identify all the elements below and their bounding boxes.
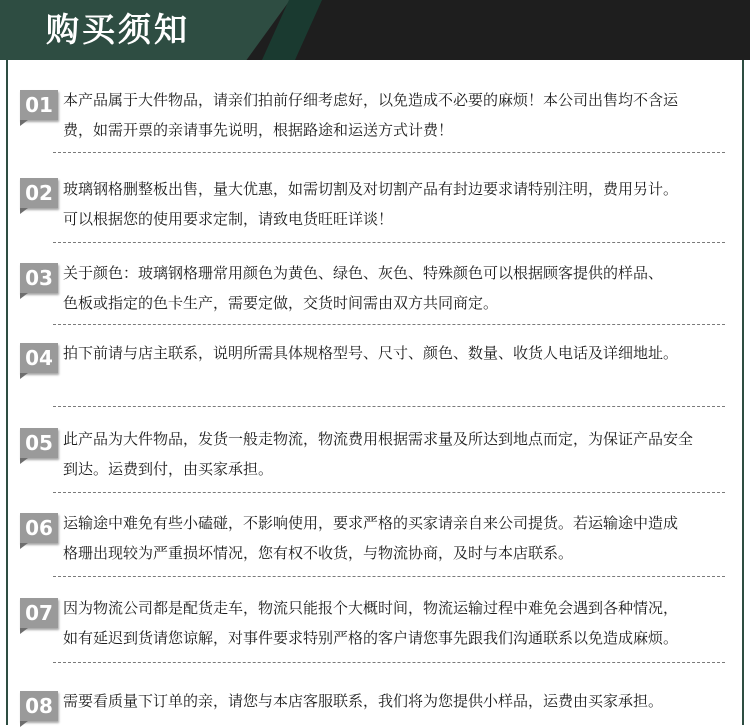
dashed-divider bbox=[53, 242, 725, 243]
number-badge: 05 bbox=[20, 428, 58, 458]
page-title: 购买须知 bbox=[46, 10, 190, 49]
notice-panel bbox=[6, 60, 744, 725]
dashed-divider bbox=[53, 324, 725, 325]
number-badge: 02 bbox=[20, 178, 58, 208]
dashed-divider bbox=[53, 492, 725, 493]
number-badge: 08 bbox=[20, 691, 58, 721]
header-bar bbox=[0, 0, 750, 60]
number-badge: 03 bbox=[20, 263, 58, 293]
notice-text: 需要看质量下订单的亲，请您与本店客服联系，我们将为您提供小样品，运费由买家承担。 bbox=[63, 692, 664, 710]
notice-text: 玻璃钢格删整板出售，量大优惠，如需切割及对切割产品有封边要求请特别注明，费用另计。 可以根据您的使用要求定制，请致电货旺旺详谈！ bbox=[63, 180, 679, 228]
notice-text: 因为物流公司都是配货走车，物流只能报个大概时间，物流运输过程中难免会遇到各种情况， 如有延迟到货请您谅解，对事件要求特别严格的客户请您事先跟我们沟通联系以免造成麻烦。 bbox=[63, 599, 679, 647]
notice-text: 拍下前请与店主联系，说明所需具体规格型号、尺寸、颜色、数量、收货人电话及详细地址。 bbox=[63, 344, 679, 362]
notice-text: 运输途中难免有些小磕碰，不影响使用，要求严格的买家请亲自来公司提货。若运输途中造成 格珊出现较为严重损坏情况，您有权不收货，与物流协商，及时与本店联系。 bbox=[63, 514, 679, 562]
number-badge: 07 bbox=[20, 598, 58, 628]
dashed-divider bbox=[53, 662, 725, 663]
notice-text: 本产品属于大件物品，请亲们拍前仔细考虑好，以免造成不必要的麻烦！本公司出售均不含运 费，如需开票的亲请事先说明，根据路途和运送方式计费！ bbox=[63, 91, 679, 139]
number-badge: 04 bbox=[20, 343, 58, 373]
notice-text: 关于颜色：玻璃钢格珊常用颜色为黄色、绿色、灰色、特殊颜色可以根据顾客提供的样品、 色板或指定的色卡生产，需要定做，交货时间需由双方共同商定。 bbox=[63, 264, 664, 312]
number-badge: 01 bbox=[20, 90, 58, 120]
notice-text: 此产品为大件物品，发货一般走物流，物流费用根据需求量及所达到地点而定，为保证产品安全 到达。运费到付，由买家承担。 bbox=[63, 430, 694, 478]
number-badge: 06 bbox=[20, 513, 58, 543]
dashed-divider bbox=[53, 406, 725, 407]
dashed-divider bbox=[53, 576, 725, 577]
dashed-divider bbox=[53, 152, 725, 153]
